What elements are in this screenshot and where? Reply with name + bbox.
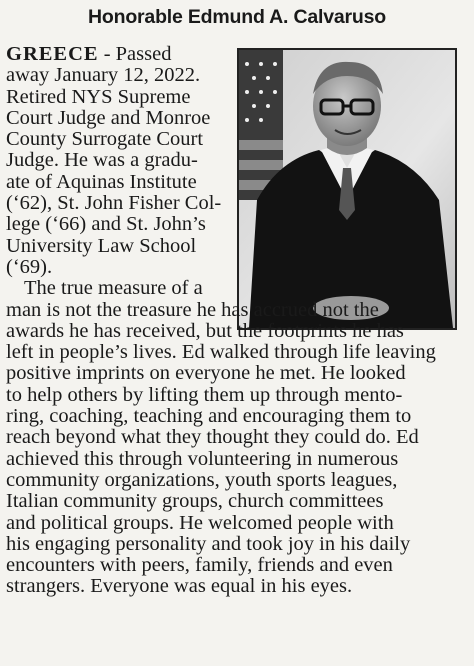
full-line-11: his engaging personality and took joy in his daily — [6, 532, 411, 555]
full-line-1: awards he has received, but the footprints he has — [6, 319, 404, 342]
line-7: (‘62), St. John Fisher Col- — [6, 192, 222, 215]
line-11: The true measure of a — [24, 277, 203, 300]
line-2: Retired NYS Supreme — [6, 85, 191, 108]
full-line-7: achieved this through volunteering in numerous — [6, 447, 399, 470]
line-6: ate of Aquinas Institute — [6, 170, 197, 193]
full-line-2: left in people’s lives. Ed walked through life leaving — [6, 341, 436, 364]
full-line-5: ring, coaching, teaching and encouraging them to — [6, 405, 412, 428]
full-line-4: to help others by lifting them up through mento- — [6, 383, 403, 406]
obituary-title: Honorable Edmund A. Calvaruso — [88, 6, 386, 28]
full-line-13: strangers. Everyone was equal in his eyes. — [6, 575, 353, 598]
full-line-0: man is not the treasure he has accrued not the — [6, 298, 379, 321]
line-3: Court Judge and Monroe — [6, 106, 211, 129]
line-10: (‘69). — [6, 255, 53, 278]
full-line-6: reach beyond what they thought they could do. Ed — [6, 426, 419, 449]
line-9: University Law School — [6, 234, 197, 257]
line-5: Judge. He was a gradu- — [6, 149, 198, 172]
line-8: lege (‘66) and St. John’s — [6, 213, 206, 236]
full-line-3: positive imprints on everyone he met. He looked — [6, 362, 406, 385]
full-line-8: community organizations, youth sports leagues, — [6, 468, 398, 491]
first-line — [6, 44, 466, 65]
full-line-12: encounters with peers, family, friends and even — [6, 554, 393, 577]
dateline: GREECE — [6, 43, 99, 65]
full-line-10: and political groups. He welcomed people with — [6, 511, 394, 534]
full-line-9: Italian community groups, church committees — [6, 490, 384, 513]
line-1: away January 12, 2022. — [6, 64, 201, 87]
line-0: - Passed — [98, 43, 172, 65]
obituary-body — [6, 44, 466, 598]
line-4: County Surrogate Court — [6, 128, 204, 151]
